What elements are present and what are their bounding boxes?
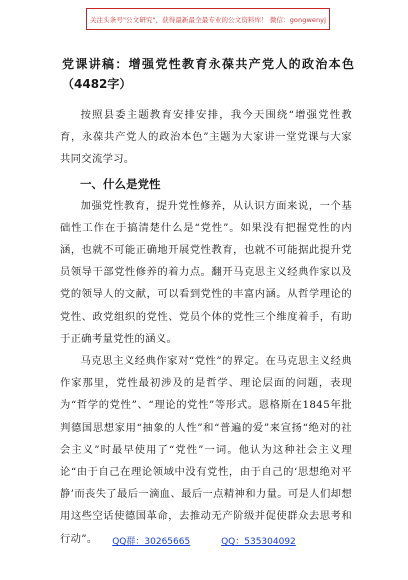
- body-paragraph-1: 加强党性教育，提升党性修养，从认识方面来说，一个基础性工作在于搞清楚什么是“党性”。如果没有把握党性的内涵，也就不可能正确地开展党性教育，也就不可能据此提升党员领导干部党性修养的着力点。翻开马克思主义经典作家以及党的领导人的文献，可以看到党性的丰富内涵。从哲学理论的党性、政党组织的党性、党员个体的党性三个维度着手，有助于正确考量党性的涵义。: [60, 199, 352, 345]
- header-banner: [86, 8, 330, 30]
- qq-group-link[interactable]: QQ群：30265665: [112, 537, 191, 547]
- banner-text: 关注头条号"公文研究"，获得最新最全最专业的公文资料库！ 微信：gongwenyj: [89, 15, 327, 24]
- document-title: 党课讲稿：增强党性教育永葆共产党人的政治本色（4482字）: [62, 57, 354, 91]
- body-paragraph-2: 马克思主义经典作家对“党性”的界定。在马克思主义经典作家那里，党性最初涉及的是哲学、理论层面的问题，表现为“哲学的党性”、“理论的党性”等形式。恩格斯在1845年批判德国思想家用“抽象的人性”和“普遍的爱”来宣扬“绝对的社会主义”时最早使用了“党性”一词。他认为这种社会主义理论“由于自己在理论领域中没有党性，由于自己的‘思想绝对平静’而丧失了最后一滴血、最后一点精神和力量。可是人们却想用这些空话使德国革命，去推动无产阶级并促使群众去思考和行动”。: [60, 355, 352, 545]
- footer-contacts: [0, 534, 408, 547]
- intro-paragraph: 按照县委主题教育安排安排，我今天围绕“增强党性教育，永葆共产党人的政治本色”主题为大家讲一堂党课与大家共同交流学习。: [60, 109, 352, 166]
- document-body: [60, 104, 352, 550]
- section-heading: 一、什么是党性: [80, 176, 161, 191]
- qq-contact-link[interactable]: QQ：535304092: [221, 537, 296, 547]
